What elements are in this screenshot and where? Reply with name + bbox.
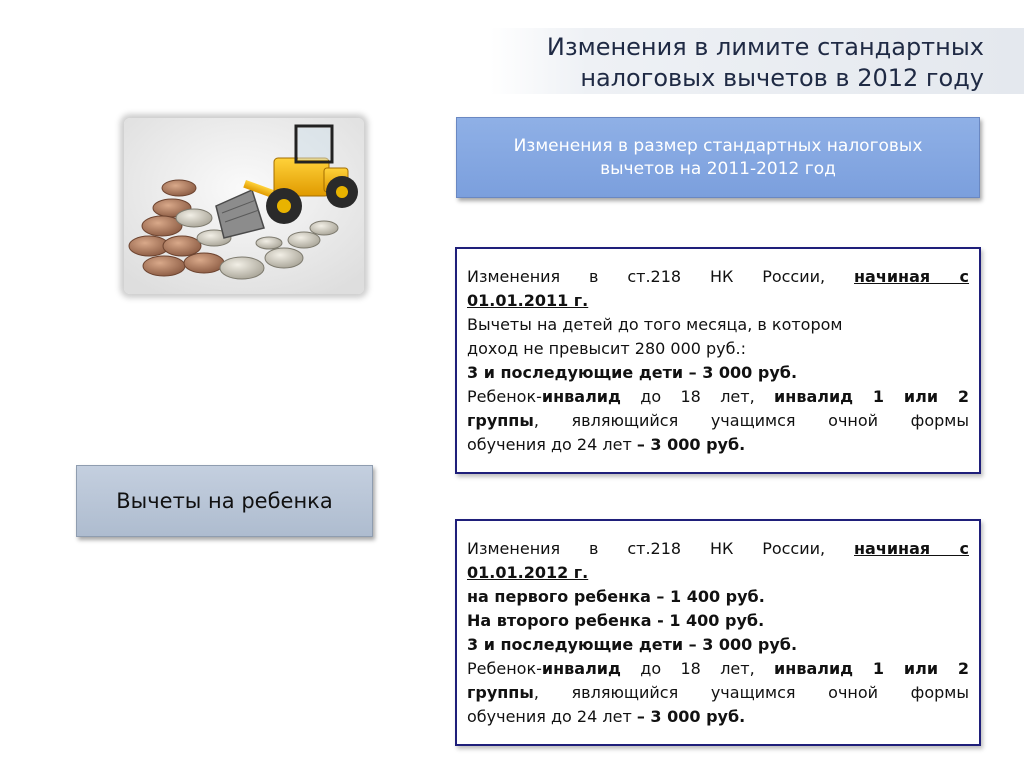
coins-bulldozer-photo [124,118,364,294]
box2-groups-line [467,681,969,705]
box1-groups: группы [467,411,534,430]
box2-study-line [467,705,969,729]
box1-disabled-mid: до 18 лет, [620,387,775,406]
changes-2012-box [455,519,981,746]
box1-intro: Изменения в ст.218 НК России, [467,267,826,286]
box1-third-child: 3 и последующие дети – 3 000 руб. [467,363,798,382]
title-line-1: Изменения в лимите стандартных [546,33,984,61]
box1-text2: доход не превысит 280 000 руб.: [467,339,746,358]
box1-study-line [467,433,969,457]
subtitle-box [456,117,980,198]
side-label-child-deductions: Вычеты на ребенка [76,465,373,537]
box2-start: начиная с [854,539,970,558]
box1-groups-rest: , являющийся учащимся очной формы [533,411,969,430]
box1-disabled-bold1: инвалид [541,387,621,406]
box1-disabled-bold2: инвалид 1 или 2 [774,387,970,406]
box2-disabled-pre: Ребенок- [467,659,542,678]
box2-disabled-bold2: инвалид 1 или 2 [774,659,970,678]
box2-third-child: 3 и последующие дети – 3 000 руб. [467,635,798,654]
box1-date: 01.01.2011 г. [467,291,589,310]
subtitle-line-1: Изменения в размер стандартных налоговых [513,135,923,156]
box2-study-pre: обучения до 24 лет [467,707,637,726]
box2-disabled-line [467,657,969,681]
box2-second-child: На второго ребенка - 1 400 руб. [467,611,765,630]
title-line-2: налоговых вычетов в 2012 году [580,64,984,92]
box1-study-pre: обучения до 24 лет [467,435,637,454]
box1-start: начиная с [854,267,970,286]
box2-first-child: на первого ребенка – 1 400 руб. [467,587,765,606]
box2-groups-rest: , являющийся учащимся очной формы [533,683,969,702]
page-title [504,32,984,94]
coins-bulldozer-icon [124,118,364,294]
box1-disabled-line [467,385,969,409]
box2-intro-line [467,537,969,561]
box2-intro: Изменения в ст.218 НК России, [467,539,826,558]
changes-2011-box [455,247,981,474]
box1-text1: Вычеты на детей до того месяца, в котором [467,315,843,334]
box2-study-amount: – 3 000 руб. [636,707,746,726]
subtitle-line-2: вычетов на 2011-2012 год [600,158,836,179]
box2-disabled-bold1: инвалид [541,659,621,678]
box2-disabled-mid: до 18 лет, [620,659,775,678]
box2-date: 01.01.2012 г. [467,563,589,582]
box1-intro-line [467,265,969,289]
box2-groups: группы [467,683,534,702]
box1-study-amount: – 3 000 руб. [636,435,746,454]
box1-disabled-pre: Ребенок- [467,387,542,406]
box1-groups-line [467,409,969,433]
